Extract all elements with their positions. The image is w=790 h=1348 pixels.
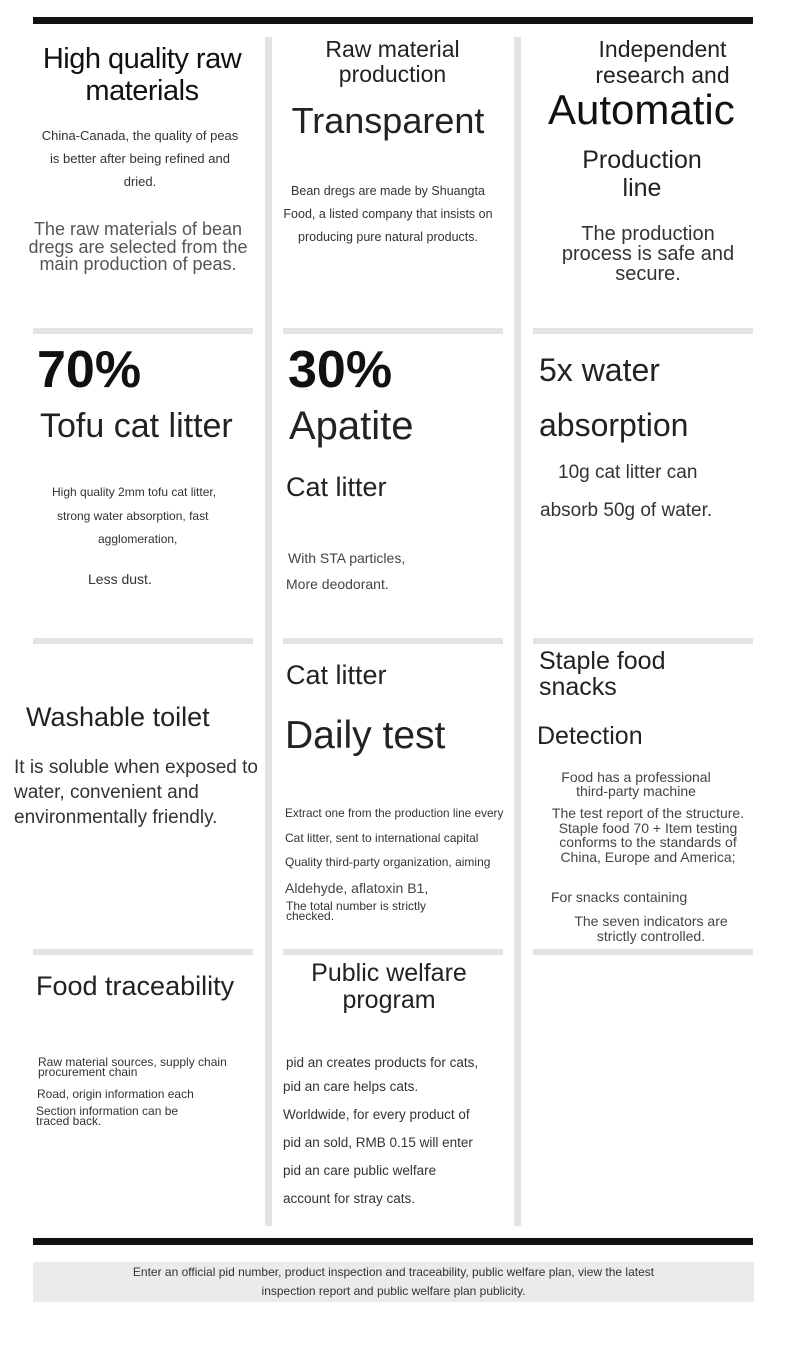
cell-line: pid an creates products for cats, <box>286 1055 479 1070</box>
row-divider <box>33 949 253 955</box>
cell-kicker: Staple food snacks <box>539 647 666 701</box>
top-rule <box>33 17 753 24</box>
row-divider <box>33 638 253 644</box>
cell-kicker: Independent research and <box>595 36 730 88</box>
cell-line: More deodorant. <box>286 576 389 592</box>
cell-kicker: Cat litter <box>286 660 387 690</box>
cell-title: 5x water <box>539 352 660 388</box>
cell-title: High quality raw materials <box>42 43 242 107</box>
cell-title: absorption <box>539 407 689 443</box>
cell-subtitle: Production line <box>582 146 702 202</box>
cell-line: Extract one from the production line every <box>285 806 504 820</box>
cell-title: Washable toilet <box>26 702 210 732</box>
cell-line: Less dust. <box>88 571 152 587</box>
cell-body: The production process is safe and secure. <box>561 223 735 285</box>
cell-line: 10g cat litter can <box>558 462 698 483</box>
cell-line: Road, origin information each <box>37 1087 194 1101</box>
cell-line: The test report of the structure. Staple food 70 + Item testing conforms to the standards of China, Europe and America; <box>551 805 745 865</box>
cell-line: Food has a professional third-party machine <box>561 769 711 799</box>
cell-line: The seven indicators are strictly controlled. <box>574 913 728 944</box>
row-divider <box>533 638 753 644</box>
cell-note: The raw materials of bean dregs are selected from the main production of peas. <box>28 219 248 274</box>
cell-line: High quality 2mm tofu cat litter, <box>52 485 217 499</box>
cell-line: For snacks containing <box>551 889 688 905</box>
footer-line: Enter an official pid number, product inspection and traceability, public welfare plan, view the latest <box>132 1265 655 1279</box>
cell-title: Public welfare program <box>311 959 467 1014</box>
row-divider <box>533 949 753 955</box>
column-divider-2 <box>514 37 521 1226</box>
cell-subtitle: Cat litter <box>286 472 387 502</box>
cell-title: Transparent <box>291 100 485 141</box>
cell-line: strong water absorption, fast <box>57 509 209 523</box>
cell-title: Detection <box>537 722 643 750</box>
cell-title: Daily test <box>285 714 446 757</box>
cell-line: Cat litter, sent to international capital <box>285 831 479 845</box>
cell-line: Section information can be traced back. <box>36 1104 179 1128</box>
cell-line: account for stray cats. <box>283 1191 416 1206</box>
row-divider <box>283 328 503 334</box>
cell-body: It is soluble when exposed to water, convenient and environmentally friendly. <box>14 757 258 828</box>
row-divider <box>533 328 753 334</box>
cell-body: Bean dregs are made by Shuangta Food, a listed company that insists on producing pure natural products. <box>283 184 493 244</box>
column-divider-1 <box>265 37 272 1226</box>
cell-line: The total number is strictly checked. <box>286 899 427 923</box>
cell-line: agglomeration, <box>98 532 178 546</box>
row-divider <box>33 328 253 334</box>
cell-line: pid an care helps cats. <box>283 1079 419 1094</box>
cell-line: Worldwide, for every product of <box>283 1107 470 1122</box>
row-divider <box>283 949 503 955</box>
cell-title: Apatite <box>289 404 414 448</box>
cell-percent: 70% <box>37 341 142 399</box>
cell-line: Raw material sources, supply chain procurement chain <box>38 1055 227 1079</box>
cell-line: Aldehyde, aflatoxin B1, <box>285 880 429 896</box>
cell-title: Food traceability <box>36 971 235 1001</box>
bottom-rule <box>33 1238 753 1245</box>
cell-line: pid an sold, RMB 0.15 will enter <box>283 1135 473 1150</box>
row-divider <box>283 638 503 644</box>
cell-body: China-Canada, the quality of peas is better after being refined and dried. <box>41 128 239 189</box>
cell-line: absorb 50g of water. <box>540 500 713 521</box>
cell-title: Tofu cat litter <box>40 407 233 445</box>
cell-line: pid an care public welfare <box>283 1163 437 1178</box>
cell-kicker: Raw material production <box>325 36 460 87</box>
cell-line: With STA particles, <box>288 550 406 566</box>
cell-title: Automatic <box>548 86 735 133</box>
cell-percent: 30% <box>288 341 393 399</box>
cell-line: Quality third-party organization, aiming <box>285 855 491 869</box>
footer-notice <box>33 1262 754 1302</box>
footer-line: inspection report and public welfare plan publicity. <box>261 1284 526 1298</box>
